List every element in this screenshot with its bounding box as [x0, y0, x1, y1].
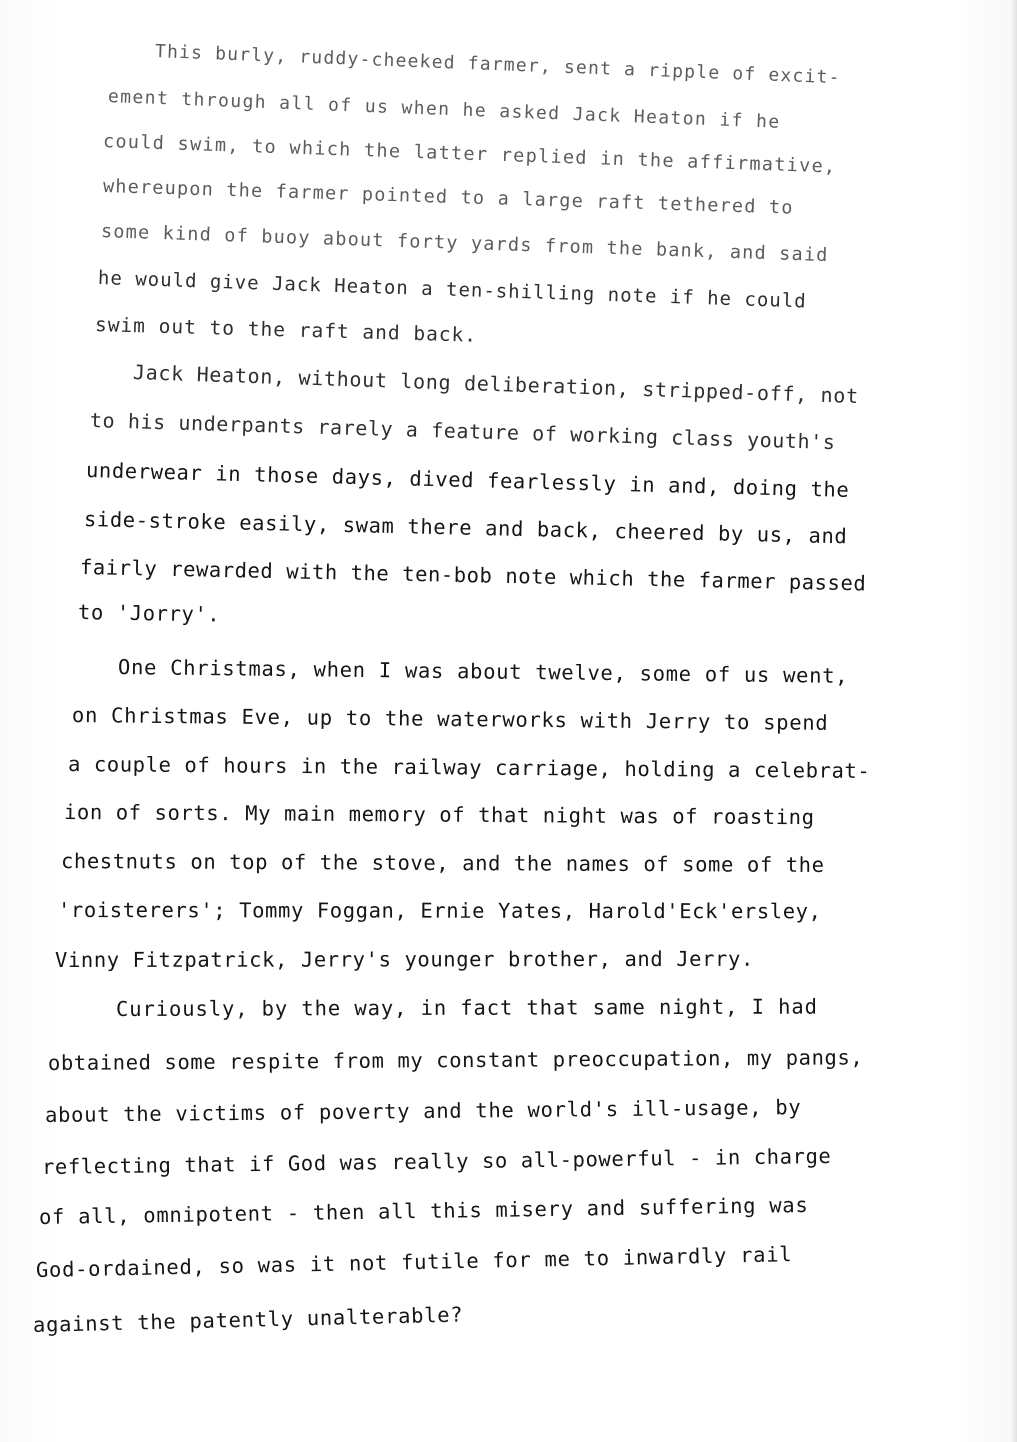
text-line: he would give Jack Heaton a ten-shilling note if he could [97, 267, 808, 313]
text-line: ion of sorts. My main memory of that night was of roasting [63, 800, 815, 830]
text-line: swim out to the raft and back. [94, 313, 478, 347]
text-line: God-ordained, so was it not futile for me to inwardly rail [35, 1242, 793, 1282]
text-line: could swim, to which the latter replied in the affirmative, [102, 131, 837, 178]
text-line: whereupon the farmer pointed to a large raft tethered to [102, 176, 794, 219]
text-line: against the patently unalterable? [32, 1302, 464, 1337]
text-line: side-stroke easily, swam there and back, cheered by us, and [83, 507, 848, 549]
text-line: on Christmas Eve, up to the waterworks with Jerry to spend [71, 703, 829, 735]
text-line: obtained some respite from my constant preoccupation, my pangs, [47, 1045, 864, 1075]
text-line: This burly, ruddy-cheeked farmer, sent a ripple of excit- [154, 41, 842, 89]
text-line: to his underpants rarely a feature of working class youth's [89, 408, 836, 455]
text-line: a couple of hours in the railway carriage, holding a celebrat- [67, 752, 871, 784]
text-line: reflecting that if God was really so all-powerful - in charge [41, 1143, 832, 1179]
text-line: Curiously, by the way, in fact that same night, I had [115, 994, 818, 1021]
page-edge-shadow [1009, 0, 1017, 1442]
text-line: underwear in those days, dived fearlessly in and, doing the [85, 458, 850, 502]
text-line: Vinny Fitzpatrick, Jerry's younger brother, and Jerry. [54, 946, 754, 972]
text-line: to 'Jorry'. [77, 600, 221, 627]
text-line: of all, omnipotent - then all this misery and suffering was [38, 1192, 809, 1229]
text-line: ement through all of us when he asked Jack Heaton if he [107, 86, 781, 133]
text-line: Jack Heaton, without long deliberation, stripped-off, not [132, 360, 860, 409]
text-line: fairly rewarded with the ten-bob note which the farmer passed [79, 555, 867, 596]
text-line: some kind of buoy about forty yards from the bank, and said [100, 221, 829, 267]
text-line: about the victims of poverty and the world's ill-usage, by [44, 1095, 802, 1127]
text-line: chestnuts on top of the stove, and the names of some of the [60, 849, 825, 877]
text-line: 'roisterers'; Tommy Foggan, Ernie Yates, Harold'Eck'ersley, [57, 898, 822, 924]
text-line: One Christmas, when I was about twelve, some of us went, [117, 655, 849, 688]
